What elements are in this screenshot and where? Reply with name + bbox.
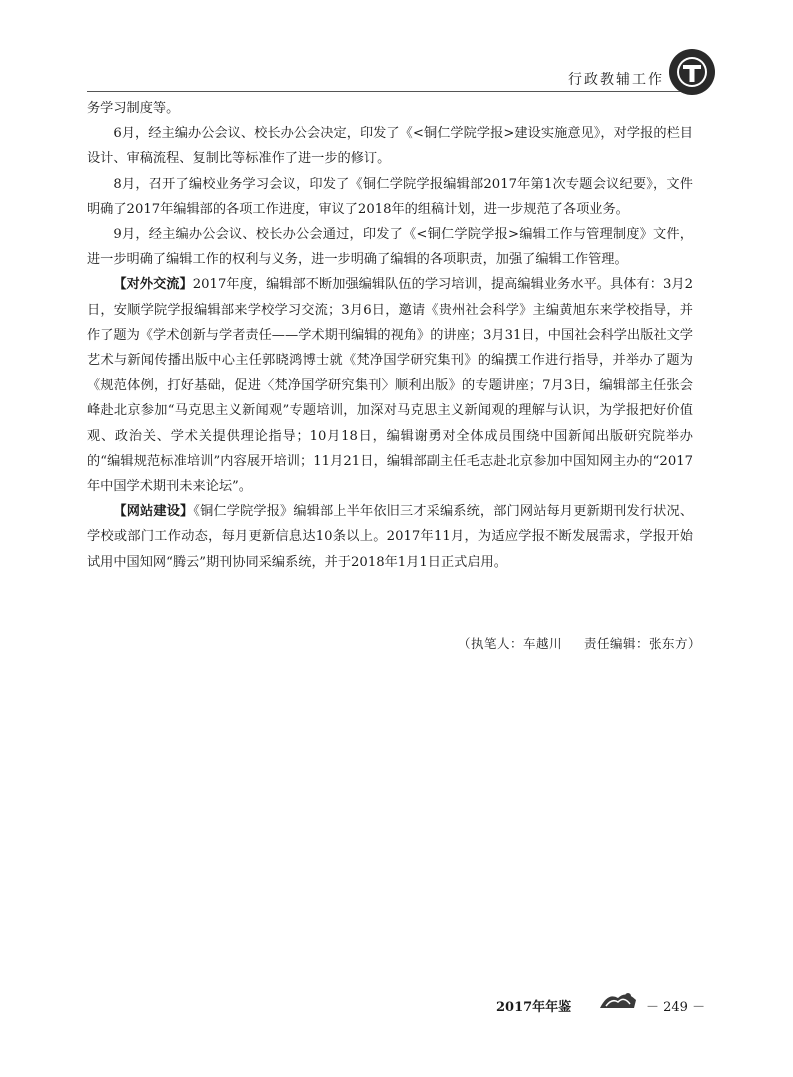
byline-editor: 责任编辑：张东方） bbox=[584, 636, 702, 651]
paragraph-website-construction bbox=[87, 499, 693, 575]
paragraph-text: 8月，召开了编校业务学习会议，印发了《铜仁学院学报编辑部2017年第1次专题会议纪要》，文件明确了2017年编辑部的各项工作进度，审议了2018年的组稿计划，进一步规范了各项业务。 bbox=[87, 176, 693, 217]
footer-yearbook-label: 2017年年鉴 bbox=[496, 1000, 572, 1015]
byline-author: （执笔人：车越川 bbox=[458, 636, 563, 651]
article-body bbox=[87, 96, 693, 575]
university-logo-icon bbox=[668, 48, 716, 96]
paragraph-text: 9月，经主编办公会议、校长办公会通过，印发了《<铜仁学院学报>编辑工作与管理制度》文件，进一步明确了编辑工作的权利与义务，进一步明确了编辑的各项职责，加强了编辑工作管理。 bbox=[87, 227, 693, 268]
paragraph-4 bbox=[87, 222, 693, 272]
page-number: － 249 － bbox=[646, 1000, 706, 1015]
byline bbox=[458, 634, 701, 652]
paragraph-2 bbox=[87, 121, 693, 171]
paragraph-text: 《铜仁学院学报》编辑部上半年依旧三才采编系统，部门网站每月更新期刊发行状况、学校或部门工作动态，每月更新信息达10条以上。2017年11月，为适应学报不断发展需求，学报开始试用中国知网“腾云”期刊协同采编系统，并于2018年1月1日正式启用。 bbox=[87, 504, 694, 570]
paragraph-text: 务学习制度等。 bbox=[87, 101, 180, 116]
paragraph-text: 6月，经主编办公会议、校长办公会决定，印发了《<铜仁学院学报>建设实施意见》，对学报的栏目设计、审稿流程、复制比等标准作了进一步的修订。 bbox=[87, 126, 693, 167]
paragraph-text: 2017年度，编辑部不断加强编辑队伍的学习培训，提高编辑业务水平。具体有：3月2日，安顺学院学报编辑部来学校学习交流；3月6日，邀请《贵州社会科学》主编黄旭东来学校指导，并作了题为《学术创新与学者责任——学术期刊编辑的视角》的讲座；3月31日，中国社会科学出版社文学艺术与新闻传播出版中心主任郭晓鸿博士就《梵净国学研究集刊》的编撰工作进行指导，并举办了题为《规范体例，打好基础，促进〈梵净国学研究集刊〉顺利出版》的专题讲座；7月3日，编辑部主任张会峰赴北京参加“马克思主义新闻观”专题培训，加深对马克思主义新闻观的理解与认识，为学报把好价值观、政治关、学术关提供理论指导；10月18日，编辑谢勇对全体成员围绕中国新闻出版研究院举办的“编辑规范标准培训”内容展开培训；11月21日，编辑部副主任毛志赴北京参加中国知网主办的“2017年中国学术期刊未来论坛”。 bbox=[87, 277, 694, 495]
paragraph-3 bbox=[87, 172, 693, 222]
header-rule bbox=[87, 91, 693, 92]
paragraph-external-exchange bbox=[87, 272, 693, 499]
yearbook-emblem-icon bbox=[598, 988, 638, 1012]
paragraph-keyword: 【对外交流】 bbox=[113, 277, 193, 293]
paragraph-keyword: 【网站建设】 bbox=[113, 504, 194, 520]
header-title: 行政教辅工作 bbox=[568, 72, 664, 88]
paragraph-1 bbox=[87, 96, 693, 121]
